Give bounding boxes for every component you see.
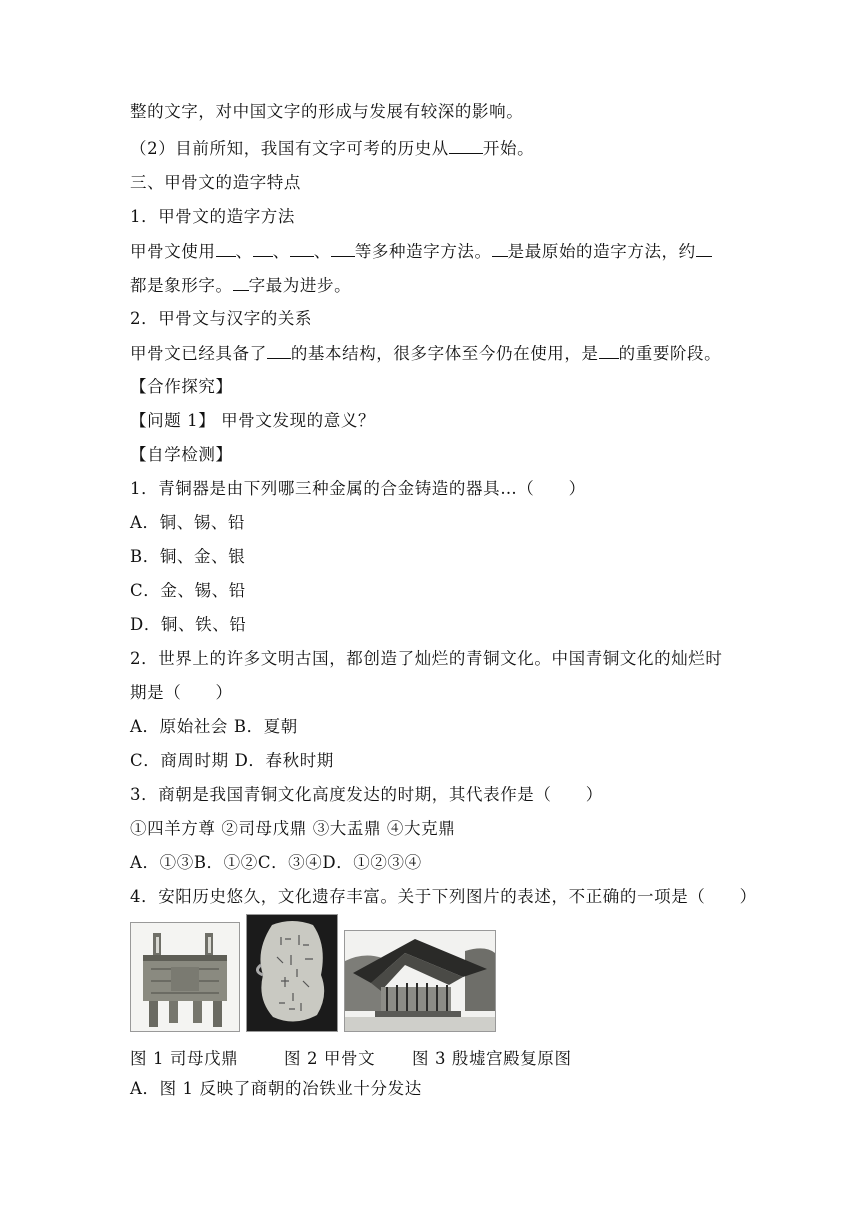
figure-ding-image xyxy=(130,922,240,1032)
figure-3-caption: 图 3 殷墟宫殿复原图 xyxy=(412,1049,572,1068)
text-line: 都是象形字。 字最为进步。 xyxy=(130,276,352,295)
text-line: （2）目前所知，我国有文字可考的历史从 开始。 xyxy=(130,139,535,158)
answer-blank xyxy=(233,275,249,291)
text-line: 甲骨文已经具备了 的基本结构，很多字体至今仍在使用，是 的重要阶段。 xyxy=(130,344,722,363)
question-line: 【问题 1】 甲骨文发现的意义？ xyxy=(130,411,376,430)
question-4: 4．安阳历史悠久，文化遗存丰富。关于下列图片的表述，不正确的一项是（ ） xyxy=(130,887,757,906)
answer-blank xyxy=(267,343,291,359)
answer-blank xyxy=(331,241,355,257)
question-2-cont: 期是（ ） xyxy=(130,683,233,702)
figure-oracle-bone-image xyxy=(246,914,338,1032)
figure-palace-image xyxy=(344,930,496,1032)
option-line: C．金、锡、铅 xyxy=(130,581,246,600)
answer-blank xyxy=(449,138,483,154)
figure-2-caption: 图 2 甲骨文 xyxy=(284,1049,376,1068)
section-heading: 【合作探究】 xyxy=(130,377,233,396)
option-line: A．图 1 反映了商朝的冶铁业十分发达 xyxy=(130,1079,422,1098)
question-2: 2．世界上的许多文明古国，都创造了灿烂的青铜文化。中国青铜文化的灿烂时 xyxy=(130,649,723,668)
text-line: 甲骨文使用 、 、 、 等多种造字方法。 是最原始的造字方法，约 xyxy=(130,241,712,262)
option-line: A．铜、锡、铅 xyxy=(130,513,246,532)
option-line: A．原始社会 B．夏朝 xyxy=(130,717,298,736)
answer-blank xyxy=(290,241,314,257)
figure-1-caption: 图 1 司母戊鼎 xyxy=(130,1049,239,1068)
answer-blank xyxy=(253,241,273,257)
subsection-heading: 2．甲骨文与汉字的关系 xyxy=(130,309,313,328)
question-3-items: ①四羊方尊 ②司母戊鼎 ③大盂鼎 ④大克鼎 xyxy=(130,819,456,838)
section-heading: 【自学检测】 xyxy=(130,445,233,464)
option-line: D．铜、铁、铅 xyxy=(130,615,247,634)
answer-blank xyxy=(216,241,236,257)
text-line: 整的文字，对中国文字的形成与发展有较深的影响。 xyxy=(130,102,524,121)
question-3: 3．商朝是我国青铜文化高度发达的时期，其代表作是（ ） xyxy=(130,785,603,804)
option-line: B．铜、金、银 xyxy=(130,547,246,566)
question-1: 1．青铜器是由下列哪三种金属的合金铸造的器具…（ ） xyxy=(130,479,586,498)
subsection-heading: 1．甲骨文的造字方法 xyxy=(130,207,295,226)
answer-blank xyxy=(599,343,619,359)
option-line: A．①③B．①②C．③④D．①②③④ xyxy=(130,853,422,872)
answer-blank xyxy=(696,241,712,257)
option-line: C．商周时期 D．春秋时期 xyxy=(130,751,334,770)
section-heading: 三、甲骨文的造字特点 xyxy=(130,173,301,192)
answer-blank xyxy=(492,241,508,257)
